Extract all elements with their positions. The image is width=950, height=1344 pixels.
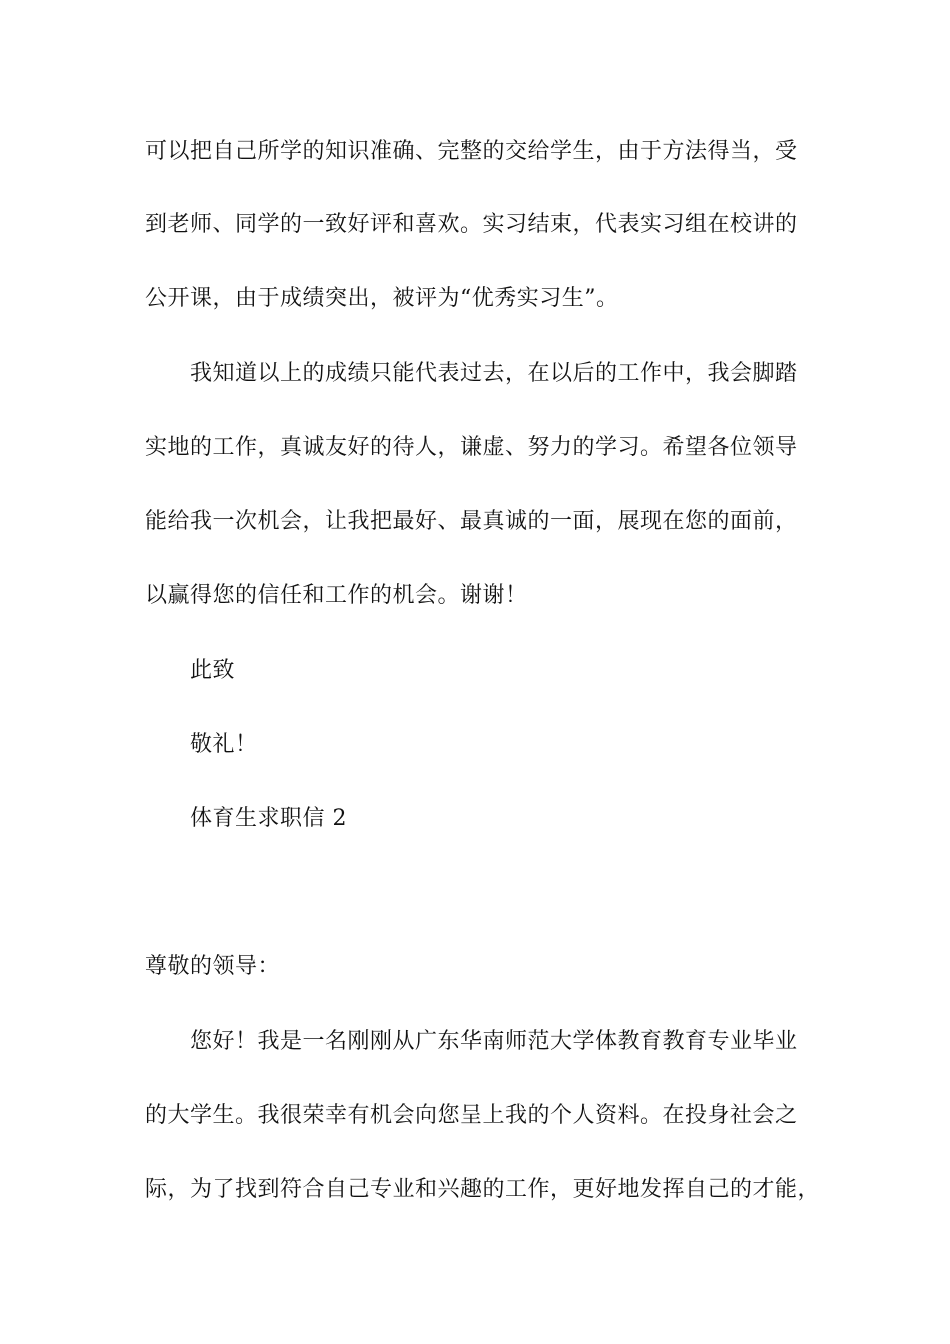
paragraph-line-1: 可以把自己所学的知识准确、完整的交给学生，由于方法得当，受: [145, 139, 798, 164]
closing-regards: 敬礼！: [190, 732, 258, 757]
paragraph-line-3: 公开课，由于成绩突出，被评为“优秀实习生”。: [145, 286, 619, 311]
letter-greeting: 尊敬的领导：: [145, 954, 281, 979]
section-title: 体育生求职信 2: [190, 806, 347, 831]
paragraph-line-10: 际，为了找到符合自己专业和兴趣的工作，更好地发挥自己的才能，: [145, 1177, 821, 1202]
paragraph-line-9: 的大学生。我很荣幸有机会向您呈上我的个人资料。在投身社会之: [145, 1103, 798, 1128]
paragraph-line-7: 以赢得您的信任和工作的机会。谢谢！: [145, 583, 528, 608]
paragraph-line-4: 我知道以上的成绩只能代表过去，在以后的工作中，我会脚踏: [190, 361, 798, 386]
paragraph-line-2: 到老师、同学的一致好评和喜欢。实习结束，代表实习组在校讲的: [145, 212, 798, 237]
paragraph-line-8: 您好！我是一名刚刚从广东华南师范大学体教育教育专业毕业: [190, 1029, 798, 1054]
paragraph-line-5: 实地的工作，真诚友好的待人，谦虚、努力的学习。希望各位领导: [145, 435, 798, 460]
paragraph-line-6: 能给我一次机会，让我把最好、最真诚的一面，展现在您的面前，: [145, 509, 798, 534]
closing-salutation: 此致: [190, 658, 236, 683]
